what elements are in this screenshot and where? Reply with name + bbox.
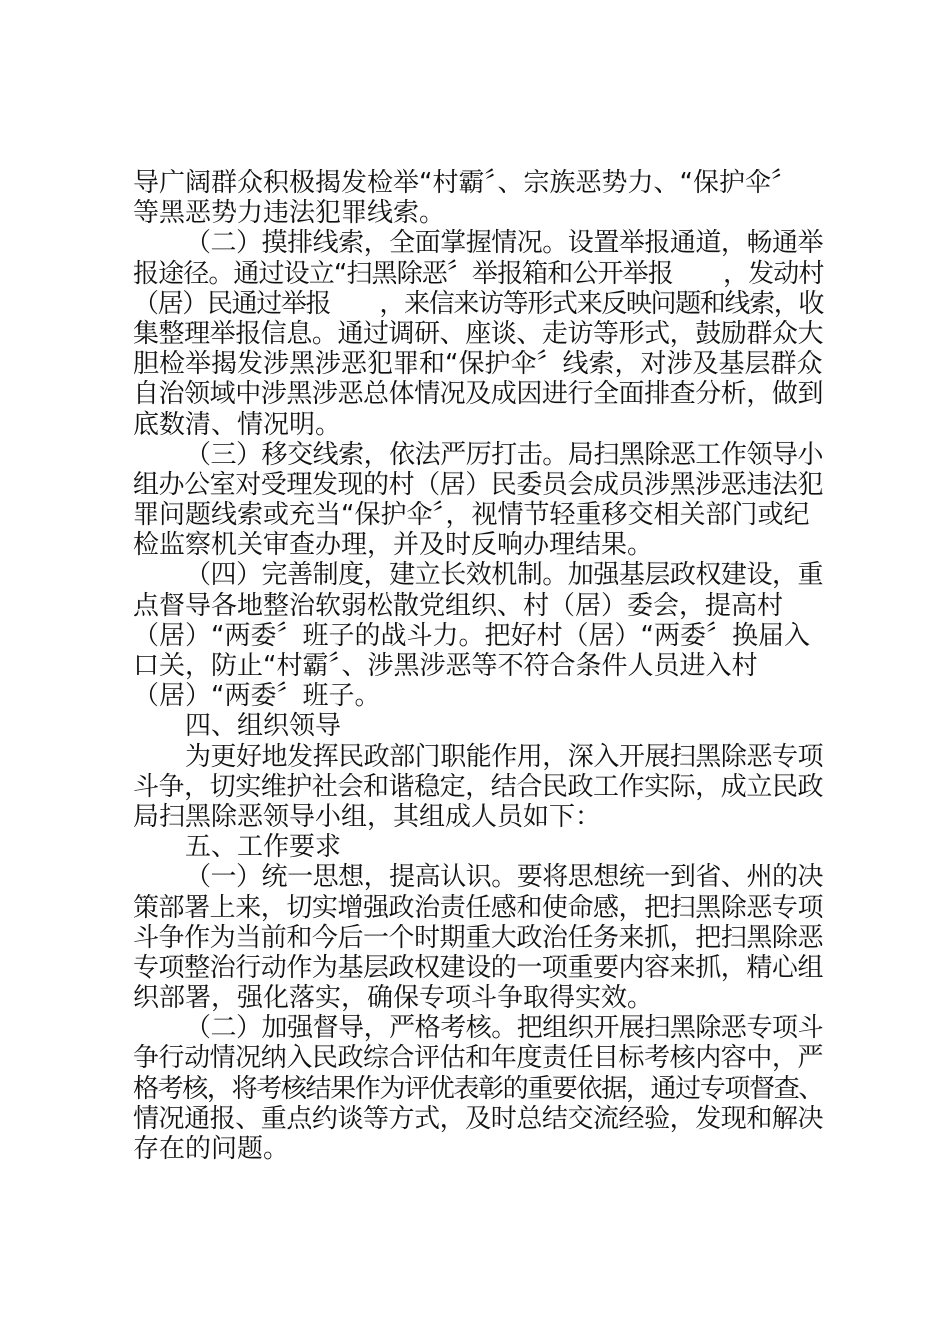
- text-line: 报途径。通过设立“扫黑除恶〞举报箱和公开举报 ，发动村: [133, 258, 824, 289]
- text-line: 等黑恶势力违法犯罪线索。: [133, 198, 446, 229]
- text-line: 情况通报、重点约谈等方式，及时总结交流经验，发现和解决: [133, 1103, 824, 1134]
- text-line: 织部署，强化落实，确保专项斗争取得实效。: [133, 983, 654, 1014]
- text-line: 四、组织领导: [185, 711, 342, 742]
- text-line: 争行动情况纳入民政综合评估和年度责任目标考核内容中，严: [133, 1043, 824, 1074]
- text-line: 自治领域中涉黑涉恶总体情况及成因进行全面排查分析，做到: [133, 379, 824, 410]
- text-line: 斗争，切实维护社会和谐稳定，结合民政工作实际，成立民政: [133, 771, 824, 802]
- text-line: （三）移交线索，依法严厉打击。局扫黑除恶工作领导小: [185, 439, 824, 470]
- text-line: 口关，防止“村霸〞、涉黑涉恶等不符合条件人员进入村: [133, 651, 758, 681]
- text-line: （二）加强督导，严格考核。把组织开展扫黑除恶专项斗: [185, 1013, 824, 1044]
- text-line: 策部署上来，切实增强政治责任感和使命感，把扫黑除恶专项: [133, 892, 824, 923]
- text-line: （一）统一思想，提高认识。要将思想统一到省、州的决: [185, 862, 824, 893]
- text-line: （二）摸排线索，全面掌握情况。设置举报通道，畅通举: [185, 228, 824, 259]
- text-line: 底数清、情况明。: [133, 409, 342, 440]
- text-line: （居）民通过举报 ，来信来访等形式来反映问题和线索，收: [133, 288, 824, 319]
- text-line: （四）完善制度，建立长效机制。加强基层政权建设，重: [185, 560, 824, 591]
- text-line: 罪问题线索或充当“保护伞〞，视情节轻重移交相关部门或纪: [133, 500, 810, 531]
- text-line: 五、工作要求: [185, 832, 342, 863]
- text-line: 局扫黑除恶领导小组，其组成人员如下：: [133, 801, 602, 832]
- text-line: 专项整治行动作为基层政权建设的一项重要内容来抓，精心组: [133, 952, 824, 983]
- text-line: （居）“两委〞班子的战斗力。把好村（居）“两委〞换届入: [133, 620, 810, 651]
- document-body: [133, 168, 823, 1164]
- text-line: 存在的问题。: [133, 1134, 290, 1164]
- text-line: 组办公室对受理发现的村（居）民委员会成员涉黑涉恶违法犯: [133, 469, 824, 500]
- text-line: 检监察机关审查办理，并及时反响办理结果。: [133, 530, 654, 561]
- text-line: 导广阔群众积极揭发检举“村霸〞、宗族恶势力、“保护伞〞: [133, 168, 797, 198]
- text-line: 点督导各地整治软弱松散党组织、村（居）委会，提高村: [133, 590, 784, 621]
- text-line: 胆检举揭发涉黑涉恶犯罪和“保护伞〞线索，对涉及基层群众: [133, 349, 823, 380]
- text-line: 格考核，将考核结果作为评优表彰的重要依据，通过专项督查、: [133, 1073, 824, 1104]
- text-line: 斗争作为当前和今后一个时期重大政治任务来抓，把扫黑除恶: [133, 922, 824, 953]
- text-line: （居）“两委〞班子。: [133, 681, 381, 712]
- text-line: 为更好地发挥民政部门职能作用，深入开展扫黑除恶专项: [185, 741, 824, 772]
- text-line: 集整理举报信息。通过调研、座谈、走访等形式，鼓励群众大: [133, 318, 824, 349]
